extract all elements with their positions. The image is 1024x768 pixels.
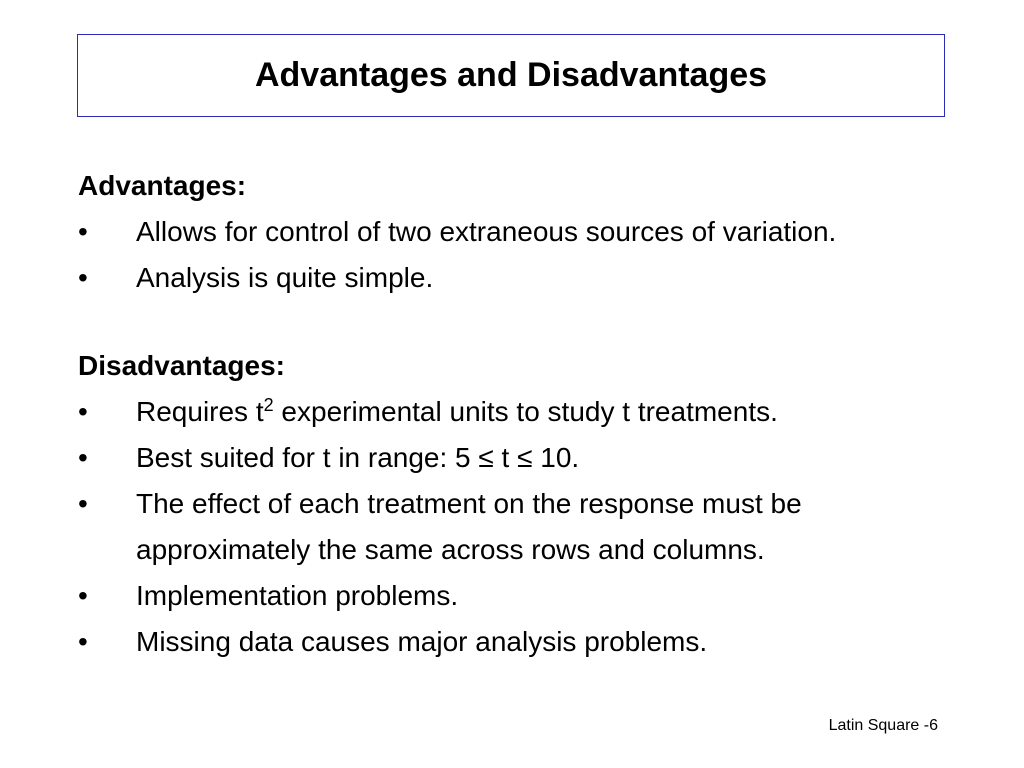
section-spacer <box>78 301 978 343</box>
bullet-icon: • <box>78 442 88 473</box>
bullet-icon: • <box>78 580 88 611</box>
disadvantage-item-4 <box>78 573 978 619</box>
bullet-icon: • <box>78 626 88 657</box>
disadvantage-item-2 <box>78 435 978 481</box>
disadvantage-item-1-before: Requires t <box>136 396 264 427</box>
disadvantage-item-3-text: The effect of each treatment on the response must be approximately the same across rows and columns. <box>136 488 802 565</box>
disadvantages-heading: Disadvantages: <box>78 350 285 381</box>
advantages-heading: Advantages: <box>78 170 247 201</box>
slide-footer: Latin Square -6 <box>828 717 938 734</box>
disadvantage-item-4-text: Implementation problems. <box>136 580 459 611</box>
advantage-item-2-text: Analysis is quite simple. <box>136 262 434 293</box>
advantage-item-1-text: Allows for control of two extraneous sources of variation. <box>136 216 837 247</box>
bullet-icon: • <box>78 262 88 293</box>
disadvantage-item-1 <box>78 389 978 435</box>
bullet-icon: • <box>78 216 88 247</box>
bullet-icon: • <box>78 396 88 427</box>
disadvantage-item-1-after: experimental units to study t treatments. <box>273 396 778 427</box>
disadvantage-item-2-text: Best suited for t in range: 5 ≤ t ≤ 10. <box>136 442 580 473</box>
disadvantage-item-5-text: Missing data causes major analysis problems. <box>136 626 708 657</box>
slide-title: Advantages and Disadvantages <box>254 55 768 94</box>
advantage-item-2 <box>78 255 978 301</box>
slide-title-box <box>77 34 945 117</box>
slide-content <box>78 163 978 665</box>
advantage-item-1 <box>78 209 978 255</box>
disadvantage-item-5 <box>78 619 978 665</box>
bullet-icon: • <box>78 488 88 519</box>
disadvantage-item-3 <box>78 481 978 573</box>
superscript-exponent: 2 <box>263 395 274 415</box>
